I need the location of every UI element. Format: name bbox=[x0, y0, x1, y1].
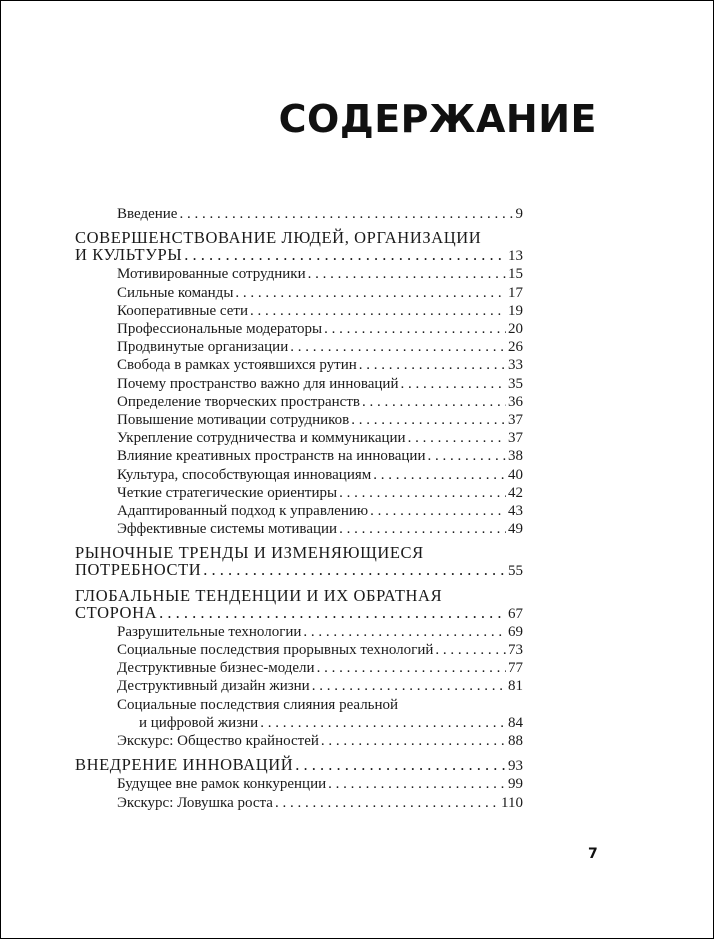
leader-dots bbox=[203, 561, 506, 579]
leader-dots bbox=[351, 411, 506, 429]
toc-entry bbox=[75, 732, 523, 750]
chapter-title-row bbox=[75, 604, 523, 623]
toc-entry-label: Продвинутые организации bbox=[117, 339, 289, 356]
toc-entry bbox=[75, 429, 523, 447]
toc-entry-label: Укрепление сотрудничества и коммуникации bbox=[117, 430, 406, 447]
leader-dots bbox=[427, 447, 506, 465]
leader-dots bbox=[260, 714, 506, 732]
toc-entry-label: Экскурс: Общество крайностей bbox=[117, 733, 319, 750]
toc-entry-page: 37 bbox=[508, 430, 523, 447]
chapter-title-line: ВНЕДРЕНИЕ ИННОВАЦИЙ bbox=[75, 755, 294, 775]
toc-entry-label: Социальные последствия прорывных технологий bbox=[117, 642, 434, 659]
toc-entry-page: 77 bbox=[508, 660, 523, 677]
toc-entry-page: 20 bbox=[508, 321, 523, 338]
toc-entry bbox=[75, 502, 523, 520]
chapter-page: 55 bbox=[508, 563, 523, 580]
leader-dots bbox=[373, 466, 506, 484]
leader-dots bbox=[321, 732, 506, 750]
leader-dots bbox=[312, 677, 506, 695]
leader-dots bbox=[435, 641, 506, 659]
toc-chapter-2 bbox=[75, 544, 523, 580]
toc-entry-intro bbox=[75, 205, 523, 223]
toc-entry bbox=[75, 714, 523, 732]
leader-dots bbox=[290, 338, 506, 356]
toc-entry-label: Свобода в рамках устоявшихся рутин bbox=[117, 357, 357, 374]
toc-entry-label: Разрушительные технологии bbox=[117, 623, 302, 640]
toc-chapter-4 bbox=[75, 756, 523, 812]
toc-entry-label: Эффективные системы мотивации bbox=[117, 521, 338, 538]
toc-entry bbox=[75, 775, 523, 793]
leader-dots bbox=[295, 756, 506, 774]
leader-dots bbox=[328, 775, 506, 793]
toc-entry bbox=[75, 375, 523, 393]
leader-dots bbox=[184, 246, 506, 264]
toc-entry-page: 36 bbox=[508, 393, 523, 410]
leader-dots bbox=[400, 375, 506, 393]
toc-entry-label: Деструктивный дизайн жизни bbox=[117, 678, 310, 695]
leader-dots bbox=[324, 320, 506, 338]
toc-entry-label: Кооперативные сети bbox=[117, 302, 248, 319]
leader-dots bbox=[339, 484, 506, 502]
page-number: 7 bbox=[588, 846, 598, 862]
chapter-page: 13 bbox=[508, 248, 523, 265]
toc-entry-page: 99 bbox=[508, 776, 523, 793]
leader-dots bbox=[317, 659, 506, 677]
toc-entry-label: Повышение мотивации сотрудников bbox=[117, 412, 350, 429]
chapter-page: 93 bbox=[508, 758, 523, 775]
leader-dots bbox=[275, 794, 499, 812]
toc-entry-page: 33 bbox=[508, 357, 523, 374]
leader-dots bbox=[159, 604, 506, 622]
toc-entry bbox=[75, 520, 523, 538]
toc-entry-label: Сильные команды bbox=[117, 284, 234, 301]
toc-entry-page: 110 bbox=[501, 794, 523, 811]
chapter-title-line: И КУЛЬТУРЫ bbox=[75, 245, 183, 265]
leader-dots bbox=[250, 302, 506, 320]
leader-dots bbox=[308, 265, 506, 283]
toc-entry bbox=[75, 623, 523, 641]
leader-dots bbox=[235, 284, 506, 302]
toc-entry-label: Влияние креативных пространств на инновации bbox=[117, 448, 426, 465]
toc-entry-page: 17 bbox=[508, 284, 523, 301]
toc-entry bbox=[75, 466, 523, 484]
chapter-title-row bbox=[75, 756, 523, 775]
chapter-title-line: РЫНОЧНЫЕ ТРЕНДЫ И ИЗМЕНЯЮЩИЕСЯ bbox=[75, 543, 424, 563]
toc-entry-page: 9 bbox=[515, 206, 523, 222]
toc-entry-page: 19 bbox=[508, 302, 523, 319]
toc-entry-label: Почему пространство важно для инноваций bbox=[117, 375, 399, 392]
toc-entry bbox=[75, 265, 523, 283]
toc-entry bbox=[75, 320, 523, 338]
toc-chapter-1 bbox=[75, 229, 523, 538]
toc-entry-page: 69 bbox=[508, 623, 523, 640]
toc-entry-label: и цифровой жизни bbox=[139, 714, 259, 731]
leader-dots bbox=[408, 429, 506, 447]
toc-entry bbox=[75, 393, 523, 411]
leader-dots bbox=[303, 623, 506, 641]
page-title: СОДЕРЖАНИЕ bbox=[278, 97, 597, 141]
toc-entry-page: 88 bbox=[508, 733, 523, 750]
chapter-title-row bbox=[75, 561, 523, 580]
toc-entry bbox=[75, 794, 523, 812]
leader-dots bbox=[359, 356, 506, 374]
toc-entry-label: Экскурс: Ловушка роста bbox=[117, 794, 273, 811]
chapter-title-line: ПОТРЕБНОСТИ bbox=[75, 560, 202, 580]
leader-dots bbox=[339, 520, 506, 538]
toc-entry bbox=[75, 447, 523, 465]
toc-entry-line: Социальные последствия слияния реальной bbox=[117, 696, 399, 713]
toc-entry-page: 49 bbox=[508, 521, 523, 538]
toc-entry bbox=[75, 302, 523, 320]
toc-entry-page: 81 bbox=[508, 678, 523, 695]
toc-entry-page: 73 bbox=[508, 642, 523, 659]
toc-entry-label: Введение bbox=[117, 206, 178, 222]
toc-entry bbox=[75, 411, 523, 429]
toc-entry bbox=[75, 356, 523, 374]
chapter-page: 67 bbox=[508, 605, 523, 622]
toc-entry-page: 35 bbox=[508, 375, 523, 392]
toc-entry-page: 42 bbox=[508, 484, 523, 501]
toc-entry bbox=[75, 659, 523, 677]
toc-entry-label: Адаптированный подход к управлению bbox=[117, 503, 369, 520]
toc-entry-page: 84 bbox=[508, 714, 523, 731]
toc-entry-label: Деструктивные бизнес-модели bbox=[117, 660, 315, 677]
toc-entry-label: Мотивированные сотрудники bbox=[117, 266, 306, 283]
toc-entry bbox=[75, 484, 523, 502]
leader-dots bbox=[370, 502, 506, 520]
toc-entry-page: 15 bbox=[508, 266, 523, 283]
leader-dots bbox=[362, 393, 506, 411]
table-of-contents bbox=[75, 205, 523, 812]
toc-entry-page: 38 bbox=[508, 448, 523, 465]
toc-entry bbox=[75, 641, 523, 659]
toc-entry-label: Будущее вне рамок конкуренции bbox=[117, 776, 327, 793]
toc-entry bbox=[75, 677, 523, 695]
toc-entry-label: Профессиональные модераторы bbox=[117, 321, 323, 338]
chapter-title-line: СТОРОНА bbox=[75, 602, 158, 622]
toc-entry-page: 43 bbox=[508, 503, 523, 520]
toc-entry-label: Определение творческих пространств bbox=[117, 393, 360, 410]
chapter-title-row bbox=[75, 246, 523, 265]
toc-entry-label: Культура, способствующая инновациям bbox=[117, 466, 372, 483]
toc-entry bbox=[75, 284, 523, 302]
toc-entry-page: 37 bbox=[508, 412, 523, 429]
chapter-title-line: СОВЕРШЕНСТВОВАНИЕ ЛЮДЕЙ, ОРГАНИЗАЦИИ bbox=[75, 228, 482, 248]
toc-entry-page: 40 bbox=[508, 466, 523, 483]
toc-entry bbox=[75, 338, 523, 356]
chapter-title-line: ГЛОБАЛЬНЫЕ ТЕНДЕНЦИИ И ИХ ОБРАТНАЯ bbox=[75, 585, 443, 605]
toc-entry-label: Четкие стратегические ориентиры bbox=[117, 484, 338, 501]
leader-dots bbox=[179, 205, 513, 223]
toc-entry-page: 26 bbox=[508, 339, 523, 356]
toc-chapter-3 bbox=[75, 587, 523, 751]
